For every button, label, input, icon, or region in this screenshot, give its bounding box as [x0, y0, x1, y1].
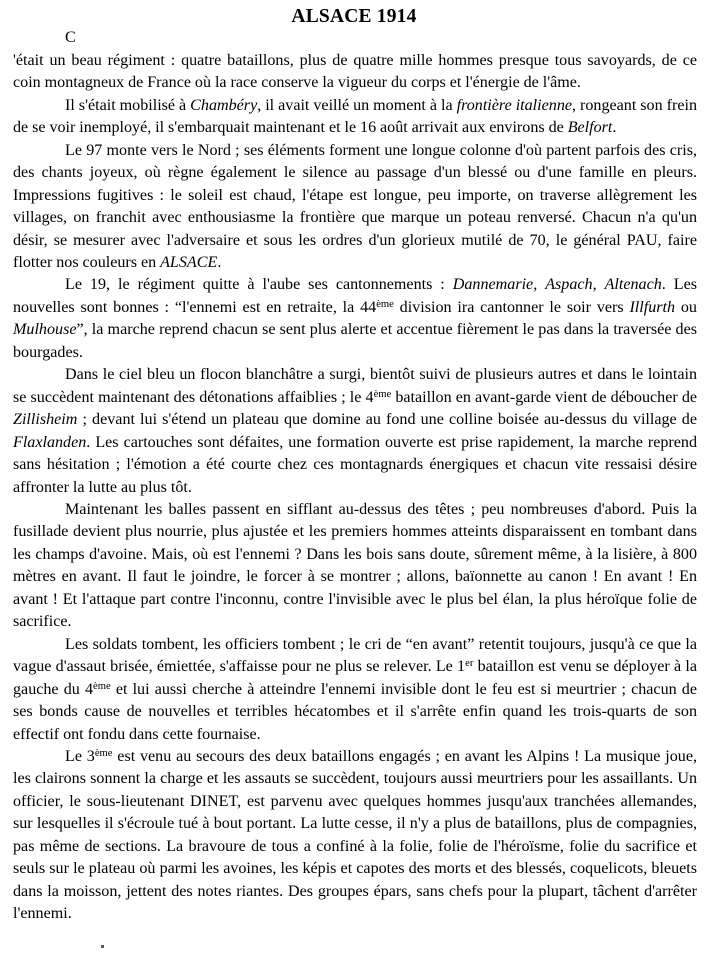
document-body [0, 27, 708, 925]
paragraph-1 [13, 27, 697, 94]
scan-artifact-speck [101, 945, 104, 948]
paragraph-2: Il s'était mobilisé à Chambéry, il avait veillé un moment à la frontière italienne, rongeant son frein de se voir inemployé, il s'embarquait maintenant et le 16 août arrivait aux environs de Belfort. [13, 96, 697, 137]
document-page [0, 7, 708, 953]
paragraph-1-text: 'était un beau régiment : quatre bataillons, plus de quatre mille hommes presque tous savoyards, de ce coin montagneux de France où la race conserve la vigueur du corps et l'énergie de l'âme. [13, 51, 697, 92]
paragraph-5: Dans le ciel bleu un flocon blanchâtre a surgi, bientôt suivi de plusieurs autres et dans le lointain se succèdent maintenant des détonations affaiblies ; le 4ème bataillon en avant-garde vient de déboucher de Zillisheim ; devant lui s'étend un plateau que domine au fond une colline boisée au-dessus du village de Flaxlanden. Les cartouches sont défaites, une formation ouverte est prise rapidement, la marche reprend sans hésitation ; l'émotion a été courte chez ces montagnards énergiques et chacun vite ressaisi désire affronter la lutte au plus tôt. [13, 366, 698, 496]
dropcap-letter: C [65, 29, 76, 47]
paragraph-3: Le 97 monte vers le Nord ; ses éléments forment une longue colonne d'où partent parfois des cris, des chants joyeux, où règne également le silence au passage d'un blessé ou d'une famille en pleurs. Impressions fugitives : le soleil est chaud, l'étape est longue, peu importe, on traverse allègrement les villages, on franchit avec enthousiasme la frontière que marque un poteau renversé. Chacun n'a qu'un désir, se mesurer avec l'adversaire et sous les ordres d'un glorieux mutilé de 70, le général PAU, faire flotter nos couleurs en ALSACE. [13, 141, 697, 271]
paragraph-7: Les soldats tombent, les officiers tombent ; le cri de “en avant” retentit toujours, jusqu'à ce que la vague d'assaut brisée, émiettée, s'affaisse pour ne plus se relever. Le 1er bataillon est venu se déployer à la gauche du 4ème et lui aussi cherche à atteindre l'ennemi invisible dont le feu est si meurtrier ; chacun de ses bonds cause de nouvelles et terribles hécatombes et il s'arrête enfin quand les trois-quarts de son effectif ont fondu dans cette fournaise. [13, 635, 697, 743]
paragraph-8: Le 3ème est venu au secours des deux bataillons engagés ; en avant les Alpins ! La musique joue, les clairons sonnent la charge et les assauts se succèdent, toujours aussi meurtriers pour les assaillants. Un officier, le sous-lieutenant DINET, est parvenu avec quelques hommes jusqu'aux tranchées allemandes, sur lesquelles il s'écroule tué à bout portant. La lutte cesse, il n'y a plus de bataillons, plus de compagnies, pas même de sections. La bravoure de tous a confiné à la folie, folie de l'héroïsme, folie du sacrifice et seuls sur le plateau où parmi les avoines, les képis et capotes des morts et des blessés, coquelicots, bleuets dans la moisson, jettent des notes riantes. Des groupes épars, sans chefs pour la plupart, tâchent d'arrêter l'ennemi. [13, 747, 697, 923]
paragraph-4: Le 19, le régiment quitte à l'aube ses cantonnements : Dannemarie, Aspach, Altenach. Les nouvelles sont bonnes : “l'ennemi est en retraite, la 44ème division ira cantonner le soir vers Illfurth ou Mulhouse”, la marche reprend chacun se sent plus alerte et accentue fièrement le pas dans la traversée des bourgades. [13, 276, 698, 361]
paragraph-6: Maintenant les balles passent en sifflant au-dessus des têtes ; peu nombreuses d'abord. Puis la fusillade devient plus nourrie, plus ajustée et les premiers hommes atteints disparaissent en tombant dans les champs d'avoine. Mais, où est l'ennemi ? Dans les bois sans doute, sûrement même, à la lisière, à 800 mètres en avant. Il faut le joindre, le forcer à se montrer ; allons, baïonnette au canon ! En avant ! En avant ! Et l'attaque part contre l'inconnu, contre l'invisible avec le plus bel élan, la plus héroïque folie de sacrifice. [13, 500, 697, 631]
page-title: ALSACE 1914 [291, 6, 417, 27]
